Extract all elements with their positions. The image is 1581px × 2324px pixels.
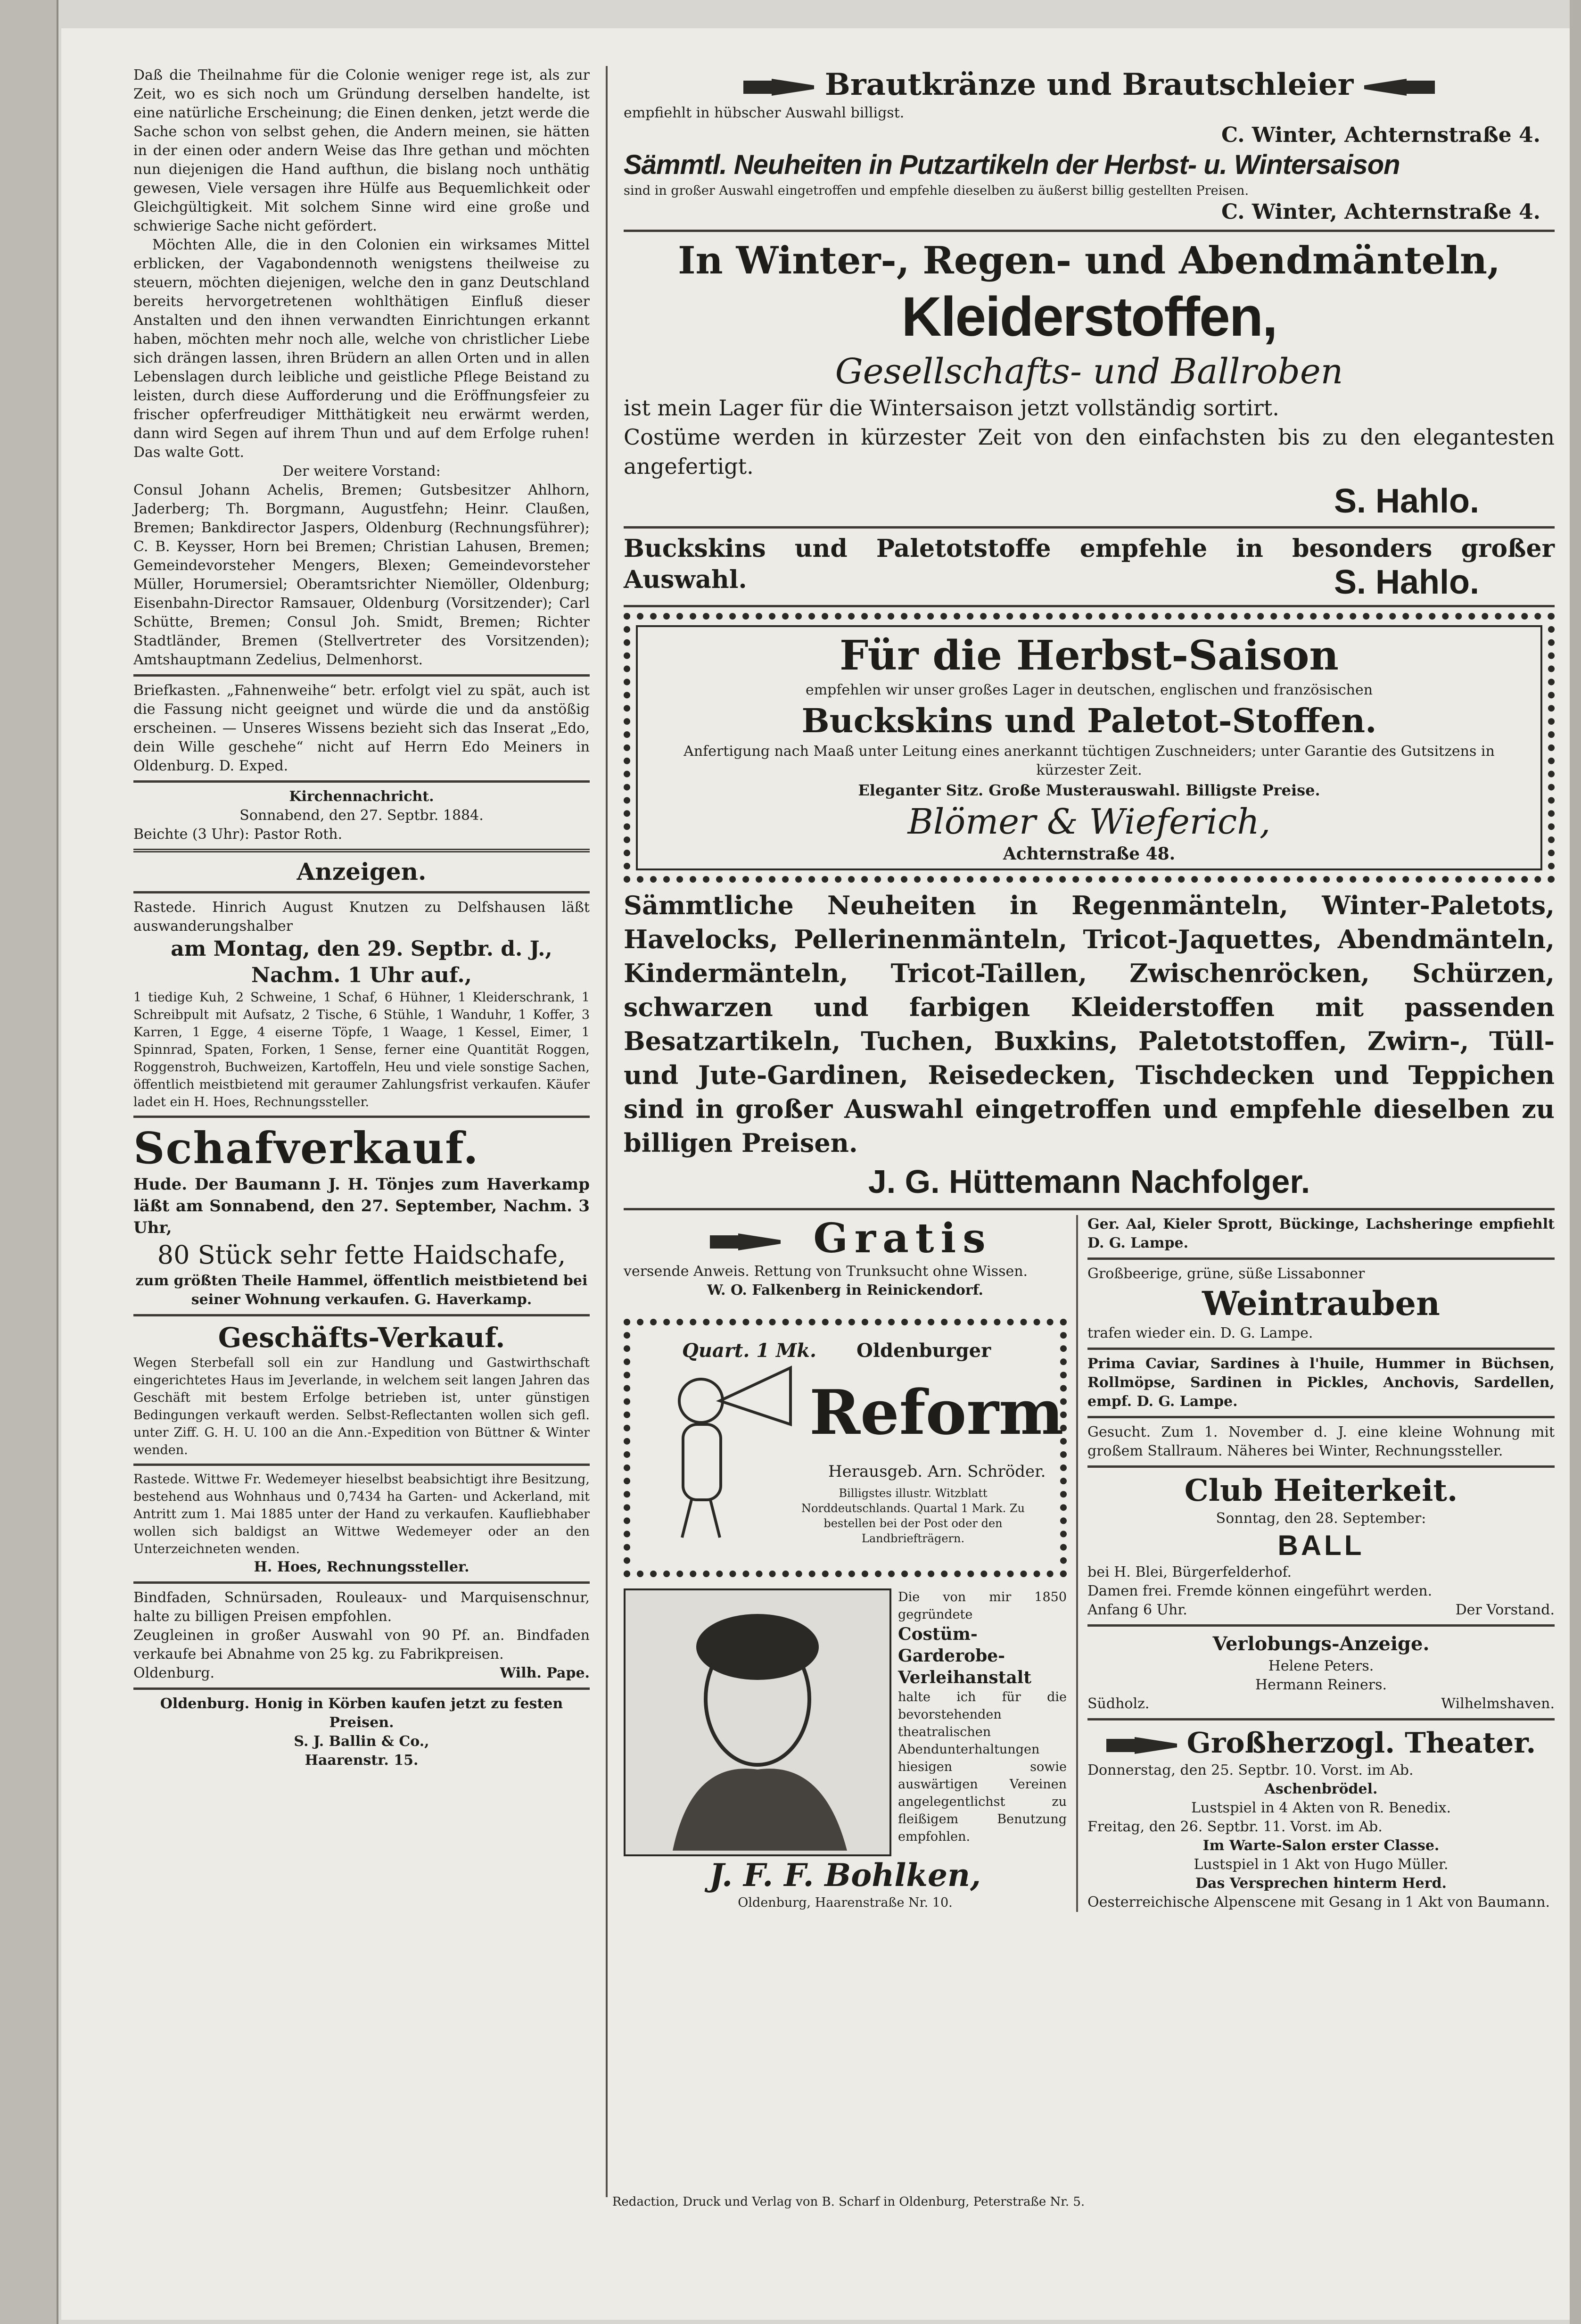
divider — [133, 674, 590, 677]
club-heading: Club Heiterkeit. — [1184, 1473, 1458, 1508]
divider — [133, 1464, 590, 1466]
left-column — [133, 66, 590, 2207]
club-ball: BALL — [1277, 1530, 1365, 1561]
bohlken-text-block — [891, 1588, 1067, 1856]
binding-strip — [0, 0, 58, 2324]
pointing-hand-right-icon — [1106, 1732, 1177, 1759]
gratis-heading: Gratis — [813, 1215, 992, 1262]
divider — [1087, 1257, 1555, 1260]
herbst-address: Achternstraße 48. — [1003, 844, 1176, 864]
rastede-property: Rastede. Wittwe Fr. Wedemeyer hieselbst beabsichtigt ihre Besitzung, bestehend aus Wohnhaus und 0,7434 ha Garten- und Ackerland, mit Antritt zum 1. Mai 1885 unter der Hand zu verkaufen. Kaufliebhaber wollen sich baldigst an Wittwe Wedemeyer oder an den Unterzeichneten wenden. — [133, 1472, 590, 1556]
lampe-fish: Ger. Aal, Kieler Sprott, Bückinge, Lachsheringe empfiehlt D. G. Lampe. — [1087, 1216, 1555, 1251]
inner-column-rule — [1076, 1215, 1078, 1912]
bohlken-advert — [624, 1588, 1067, 1856]
divider — [1087, 1348, 1555, 1350]
herbst-buckskins: Buckskins und Paletot-Stoffen. — [801, 701, 1377, 740]
honig-text: Oldenburg. Honig in Körben kaufen jetzt zu festen Preisen. — [160, 1695, 563, 1731]
honig-address: Haarenstr. 15. — [305, 1752, 419, 1769]
bindfaden-1: Bindfaden, Schnürsaden, Rouleaux- und Marquisenschnur, halte zu billigen Preisen empfohlen. — [133, 1589, 590, 1625]
theater-line-1: Donnerstag, den 25. Septbr. 10. Vorst. im Ab. — [1087, 1762, 1414, 1778]
honig-firm: S. J. Ballin & Co., — [294, 1733, 429, 1750]
schafverkauf-intro: Hude. Der Baumann J. H. Tönjes zum Haverkamp läßt am Sonnabend, den 27. September, Nachm. 3 Uhr, — [133, 1175, 590, 1237]
verlobung-place-1: Südholz. — [1087, 1695, 1150, 1712]
right-edge — [1570, 0, 1581, 2324]
pointing-hand-right-icon — [698, 1229, 792, 1255]
divider — [133, 849, 590, 852]
buckskins-signature: S. Hahlo. — [1334, 563, 1479, 601]
theater-line-7: Das Versprechen hinterm Herd. — [1195, 1875, 1447, 1892]
verlobung-bride: Helene Peters. — [1268, 1658, 1374, 1674]
appeal-paragraph: Möchten Alle, die in den Colonien ein wirksames Mittel erblicken, der Vagabondennoth wenigstens theilweise zu steuern, möchten diejenigen, welche den in ganz Deutschland bereits hervorgetretenen wohlthätigen Einfluß dieser Anstalten und den ihnen verwandten Einrichtungen erkannt haben, möchten mehr noch alle, welche von christlicher Liebe sich drängen lassen, ihren Brüdern an allen Orten und in allen Lebenslagen durch leibliche und geistliche Pflege Beistand zu leisten, durch diese Aufforderung und die Eröffnungsfeier zu frischer opferfreudiger Mitthätigkeit neu erwärmt werden, dann wird Segen auf ihrem Thun und auf dem Erfolge ruhen! Das walte Gott. — [133, 237, 590, 461]
lampe-grapes-sig: trafen wieder ein. D. G. Lampe. — [1087, 1325, 1313, 1341]
bohlken-line-2: Costüm-Garderobe-Verleihanstalt — [898, 1624, 1031, 1687]
rastede-property-signature: H. Hoes, Rechnungssteller. — [254, 1559, 469, 1575]
kirchen-date: Sonnabend, den 27. Septbr. 1884. — [239, 807, 484, 824]
lampe-caviar: Prima Caviar, Sardines à l'huile, Hummer in Büchsen, Rollmöpse, Sardinen in Pickles, Anchovis, Sardellen, empf. D. G. Lampe. — [1087, 1356, 1555, 1410]
divider — [133, 1116, 590, 1118]
club-vorstand: Der Vorstand. — [1455, 1602, 1555, 1618]
imprint-footer: Redaction, Druck und Verlag von B. Scharf in Oldenburg, Peterstraße Nr. 5. — [612, 2195, 1085, 2209]
theater-heading-row — [1087, 1725, 1555, 1761]
lower-right — [1087, 1215, 1555, 1912]
reform-details: Billigstes illustr. Witzblatt Norddeutschlands. Quartal 1 Mark. Zu bestellen bei der Post oder den Landbriefträgern. — [801, 1487, 1025, 1545]
hahlo-lager: ist mein Lager für die Wintersaison jetzt vollständig sortirt. — [624, 395, 1279, 421]
verlobung-groom: Hermann Reiners. — [1255, 1677, 1387, 1693]
putzartikel-signature: C. Winter, Achternstraße 4. — [1221, 200, 1540, 224]
briefkasten: Briefkasten. „Fahnenweihe“ betr. erfolgt viel zu spät, auch ist die Fassung nicht geeignet und würde die und da anstößig erscheinen. — Unseres Wissens bezieht sich das Inserat „Edo, dein Wille geschehe“ nicht auf Herrn Edo Meiners in Oldenburg. D. Exped. — [133, 682, 590, 774]
divider — [133, 780, 590, 783]
hahlo-kleiderstoffen: Kleiderstoffen, — [901, 286, 1277, 348]
verlobung-heading: Verlobungs-Anzeige. — [1212, 1633, 1430, 1655]
bohlken-portrait — [624, 1588, 891, 1856]
theater-line-2: Aschenbrödel. — [1264, 1781, 1378, 1797]
herbst-signature: Blömer & Wieferich, — [907, 802, 1271, 842]
kirchen-heading: Kirchennachricht. — [289, 788, 434, 805]
buckskins-text: Buckskins und Paletotstoffe empfehle in besonders großer Auswahl. — [624, 534, 1555, 594]
club-damen: Damen frei. Fremde können eingeführt werden. — [1087, 1583, 1433, 1599]
anzeigen-heading: Anzeigen. — [296, 858, 427, 885]
theater-line-3: Lustspiel in 4 Akten von R. Benedix. — [1191, 1800, 1451, 1816]
huettemann-signature: J. G. Hüttemann Nachfolger. — [868, 1163, 1310, 1200]
jester-horn-illustration-icon — [640, 1330, 795, 1547]
rastede-auction-date: am Montag, den 29. Septbr. d. J., — [171, 937, 552, 961]
club-start: Anfang 6 Uhr. — [1087, 1602, 1187, 1618]
geschaeft-text: Wegen Sterbefall soll ein zur Handlung und Gastwirthschaft eingerichtetes Haus im Jeverlande, in welchem seit langen Jahren das Geschäft mit bestem Erfolge betrieben ist, unter günstigen Bedingungen verkauft werden. Selbst-Reflectanten wollen sich gefl. unter Ziff. G. H. U. 100 an die Ann.-Expedition von Büttner & Winter wenden. — [133, 1356, 590, 1457]
bohlken-address: Oldenburg, Haarenstraße Nr. 10. — [738, 1895, 953, 1910]
divider — [133, 1581, 590, 1584]
bindfaden-signature-row — [133, 1664, 590, 1683]
hahlo-costuem: Costüme werden in kürzester Zeit von den einfachsten bis zu den elegantesten angefertigt. — [624, 424, 1555, 479]
right-column — [624, 66, 1555, 2207]
bohlken-line-3: halte ich für die bevorstehenden theatralischen Abendunterhaltungen hiesigen sowie auswärtigen Vereinen angelegentlichst zu fleißigem Benutzung empfohlen. — [898, 1690, 1067, 1844]
divider — [133, 891, 590, 893]
divider — [1087, 1465, 1555, 1468]
theater-line-4: Freitag, den 26. Septbr. 11. Vorst. im Ab. — [1087, 1819, 1383, 1835]
divider — [624, 526, 1555, 529]
geschaeft-heading: Geschäfts-Verkauf. — [218, 1322, 505, 1354]
bohlken-line-1: Die von mir 1850 gegründete — [898, 1590, 1067, 1622]
schafverkauf-details: zum größten Theile Hammel, öffentlich meistbietend bei seiner Wohnung verkaufen. G. Haverkamp. — [135, 1273, 588, 1308]
divider — [624, 605, 1555, 607]
bohlken-signature: J. F. F. Bohlken, — [709, 1857, 981, 1894]
verlobung-place-2: Wilhelmshaven. — [1441, 1695, 1555, 1712]
gratis-heading-row — [624, 1215, 1067, 1262]
lower-section — [624, 1215, 1555, 1912]
verlobung-places-row — [1087, 1695, 1555, 1713]
club-location: bei H. Blei, Bürgerfelderhof. — [1087, 1564, 1292, 1580]
hahlo-line-1: In Winter-, Regen- und Abendmänteln, — [678, 238, 1500, 282]
divider — [1087, 1718, 1555, 1720]
theater-heading: Großherzogl. Theater. — [1186, 1727, 1536, 1760]
herbst-saison-frame — [624, 613, 1555, 883]
bindfaden-signature: Wilh. Pape. — [500, 1665, 590, 1681]
herbst-line-4: Eleganter Sitz. Große Musterauswahl. Billigste Preise. — [858, 781, 1320, 799]
bindfaden-place: Oldenburg. — [133, 1665, 215, 1681]
club-date: Sonntag, den 28. September: — [1216, 1510, 1426, 1527]
gesucht-wohnung: Gesucht. Zum 1. November d. J. eine kleine Wohnung mit großem Stallraum. Näheres bei Winter, Rechnungssteller. — [1087, 1424, 1555, 1459]
reform-publisher: Herausgeb. Arn. Schröder. — [828, 1462, 1046, 1481]
huettemann-text: Sämmtliche Neuheiten in Regenmänteln, Winter-Paletots, Havelocks, Pellerinenmänteln, Tricot-Jaquettes, Abendmänteln, Kindermänteln, Tricot-Taillen, Zwischenröcken, Schürzen, schwarzen und farbigen Kleiderstoffen mit passenden Besatzartikeln, Tuchen, Buxkins, Paletotstoffen, Zwirn-, Tüll- und Jute-Gardinen, Reisedecken, Tischdecken und Teppichen sind in großer Auswahl eingetroffen und empfehle dieselben zu billigen Preisen. — [624, 890, 1555, 1158]
divider — [133, 1314, 590, 1316]
pointing-hand-left-icon — [1364, 74, 1435, 100]
rastede-auction-items: 1 tiedige Kuh, 2 Schweine, 1 Schaf, 6 Hühner, 1 Kleiderschrank, 1 Schreibpult mit Aufsatz, 2 Tische, 6 Stühle, 1 Wanduhr, 1 Koffer, 3 Karren, 1 Egge, 4 eiserne Töpfe, 1 Waage, 1 Kessel, Eimer, 1 Spinnrad, Spaten, Forken, 1 Sense, ferner eine Quantität Roggen, Roggenstroh, Buchweizen, Kartoffeln, Heu und viele sonstige Sachen, öffentlich meistbietend mit geraumer Zahlungsfrist verkaufen. Käufer ladet ein H. Hoes, Rechnungssteller. — [133, 990, 590, 1109]
column-rule — [606, 66, 608, 2197]
reform-title-2: Reform — [809, 1376, 1064, 1448]
rastede-auction-time: Nachm. 1 Uhr auf., — [251, 963, 472, 987]
lampe-grapes-intro: Großbeerige, grüne, süße Lissabonner — [1087, 1265, 1365, 1282]
divider — [624, 230, 1555, 232]
reform-price: Quart. 1 Mk. — [682, 1340, 816, 1362]
theater-line-8: Oesterreichische Alpenscene mit Gesang in 1 Akt von Baumann. — [1087, 1894, 1550, 1910]
theater-line-6: Lustspiel in 1 Akt von Hugo Müller. — [1194, 1856, 1449, 1873]
brautkraenze-signature: C. Winter, Achternstraße 4. — [1221, 123, 1540, 147]
hahlo-gesellschafts: Gesellschafts- und Ballroben — [835, 351, 1343, 392]
club-footer-row — [1087, 1601, 1555, 1620]
herbst-line-1: empfehlen wir unser großes Lager in deutschen, englischen und französischen — [805, 682, 1373, 698]
vorstand-list: Consul Johann Achelis, Bremen; Gutsbesitzer Ahlhorn, Jaderberg; Th. Borgmann, Augustfehn; Heinr. Claußen, Bremen; Bankdirector Jaspers, Oldenburg (Rechnungsführer); C. B. Keysser, Horn bei Bremen; Christian Lahusen, Bremen; Gemeindevorsteher Mengers, Blexen; Gemeindevorsteher Müller, Horumersiel; Oberamtsrichter Niemöller, Oldenburg; Eisenbahn-Director Ramsauer, Oldenburg (Vorsitzender); Carl Schütte, Bremen; Consul Joh. Smidt, Bremen; Richter Stadtländer, Bremen (Stellvertreter des Vorsitzenden); Amtshauptmann Zedelius, Delmenhorst. — [133, 482, 590, 668]
herbst-line-3: Anfertigung nach Maaß unter Leitung eines anerkannt tüchtigen Zuschneiders; unter Garantie des Gutsitzens in kürzester Zeit. — [683, 743, 1495, 778]
reform-title-1: Oldenburger — [856, 1340, 991, 1362]
kirchen-beichte: Beichte (3 Uhr): Pastor Roth. — [133, 826, 343, 843]
lampe-weintrauben: Weintrauben — [1202, 1284, 1440, 1323]
reform-advert — [624, 1319, 1067, 1577]
schafverkauf-heading: Schafverkauf. — [133, 1123, 479, 1174]
divider — [624, 1208, 1555, 1210]
bindfaden-2: Zeugleinen in großer Auswahl von 90 Pf. an. Bindfaden verkaufe bei Abnahme von 25 kg. zu Fabrikpreisen. — [133, 1627, 590, 1662]
brautkraenze-heading: Brautkränze und Brautschleier — [824, 67, 1354, 102]
rastede-auction-intro: Rastede. Hinrich August Knutzen zu Delfshausen läßt auswanderungshalber — [133, 899, 590, 935]
lower-left — [624, 1215, 1067, 1912]
pointing-hand-right-icon — [743, 74, 814, 100]
putzartikel-heading: Sämmtl. Neuheiten in Putzartikeln der Herbst- u. Wintersaison — [624, 149, 1400, 180]
vorstand-heading: Der weitere Vorstand: — [282, 463, 441, 480]
herbst-heading: Für die Herbst-Saison — [840, 632, 1339, 679]
gratis-text: versende Anweis. Rettung von Trunksucht ohne Wissen. — [624, 1263, 1028, 1280]
divider — [1087, 1624, 1555, 1627]
intro-paragraph: Daß die Theilnahme für die Colonie weniger rege ist, als zur Zeit, wo es sich noch um Gründung derselben handelte, ist eine natürliche Erscheinung; die Einen denken, jetzt werde die Sache schon von selbst gehen, die Andern meinen, sie hätten in der einen oder andern Weise das Ihre gethan und möchten nun diejenigen die Hand aufthun, die bislang noch unthätig gewesen, Viele versagen ihre Hülfe aus Bequemlichkeit oder Gleichgültigkeit. Mit solchem Sinne wird eine große und schwierige Sache nicht gefördert. — [133, 67, 590, 234]
theater-line-5: Im Warte-Salon erster Classe. — [1202, 1837, 1440, 1854]
man-portrait-icon — [626, 1590, 886, 1851]
schafverkauf-count: 80 Stück sehr fette Haidschafe, — [157, 1240, 566, 1270]
hahlo-signature: S. Hahlo. — [1334, 482, 1479, 520]
gratis-signature: W. O. Falkenberg in Reinickendorf. — [707, 1282, 983, 1298]
divider — [1087, 1416, 1555, 1418]
brautkraenze-subtitle: empfiehlt in hübscher Auswahl billigst. — [624, 105, 905, 121]
putzartikel-subtitle: sind in großer Auswahl eingetroffen und empfehle dieselben zu äußerst billig gestellten Preisen. — [624, 183, 1249, 198]
divider — [133, 1687, 590, 1690]
brautkraenze-heading-row — [624, 66, 1555, 104]
